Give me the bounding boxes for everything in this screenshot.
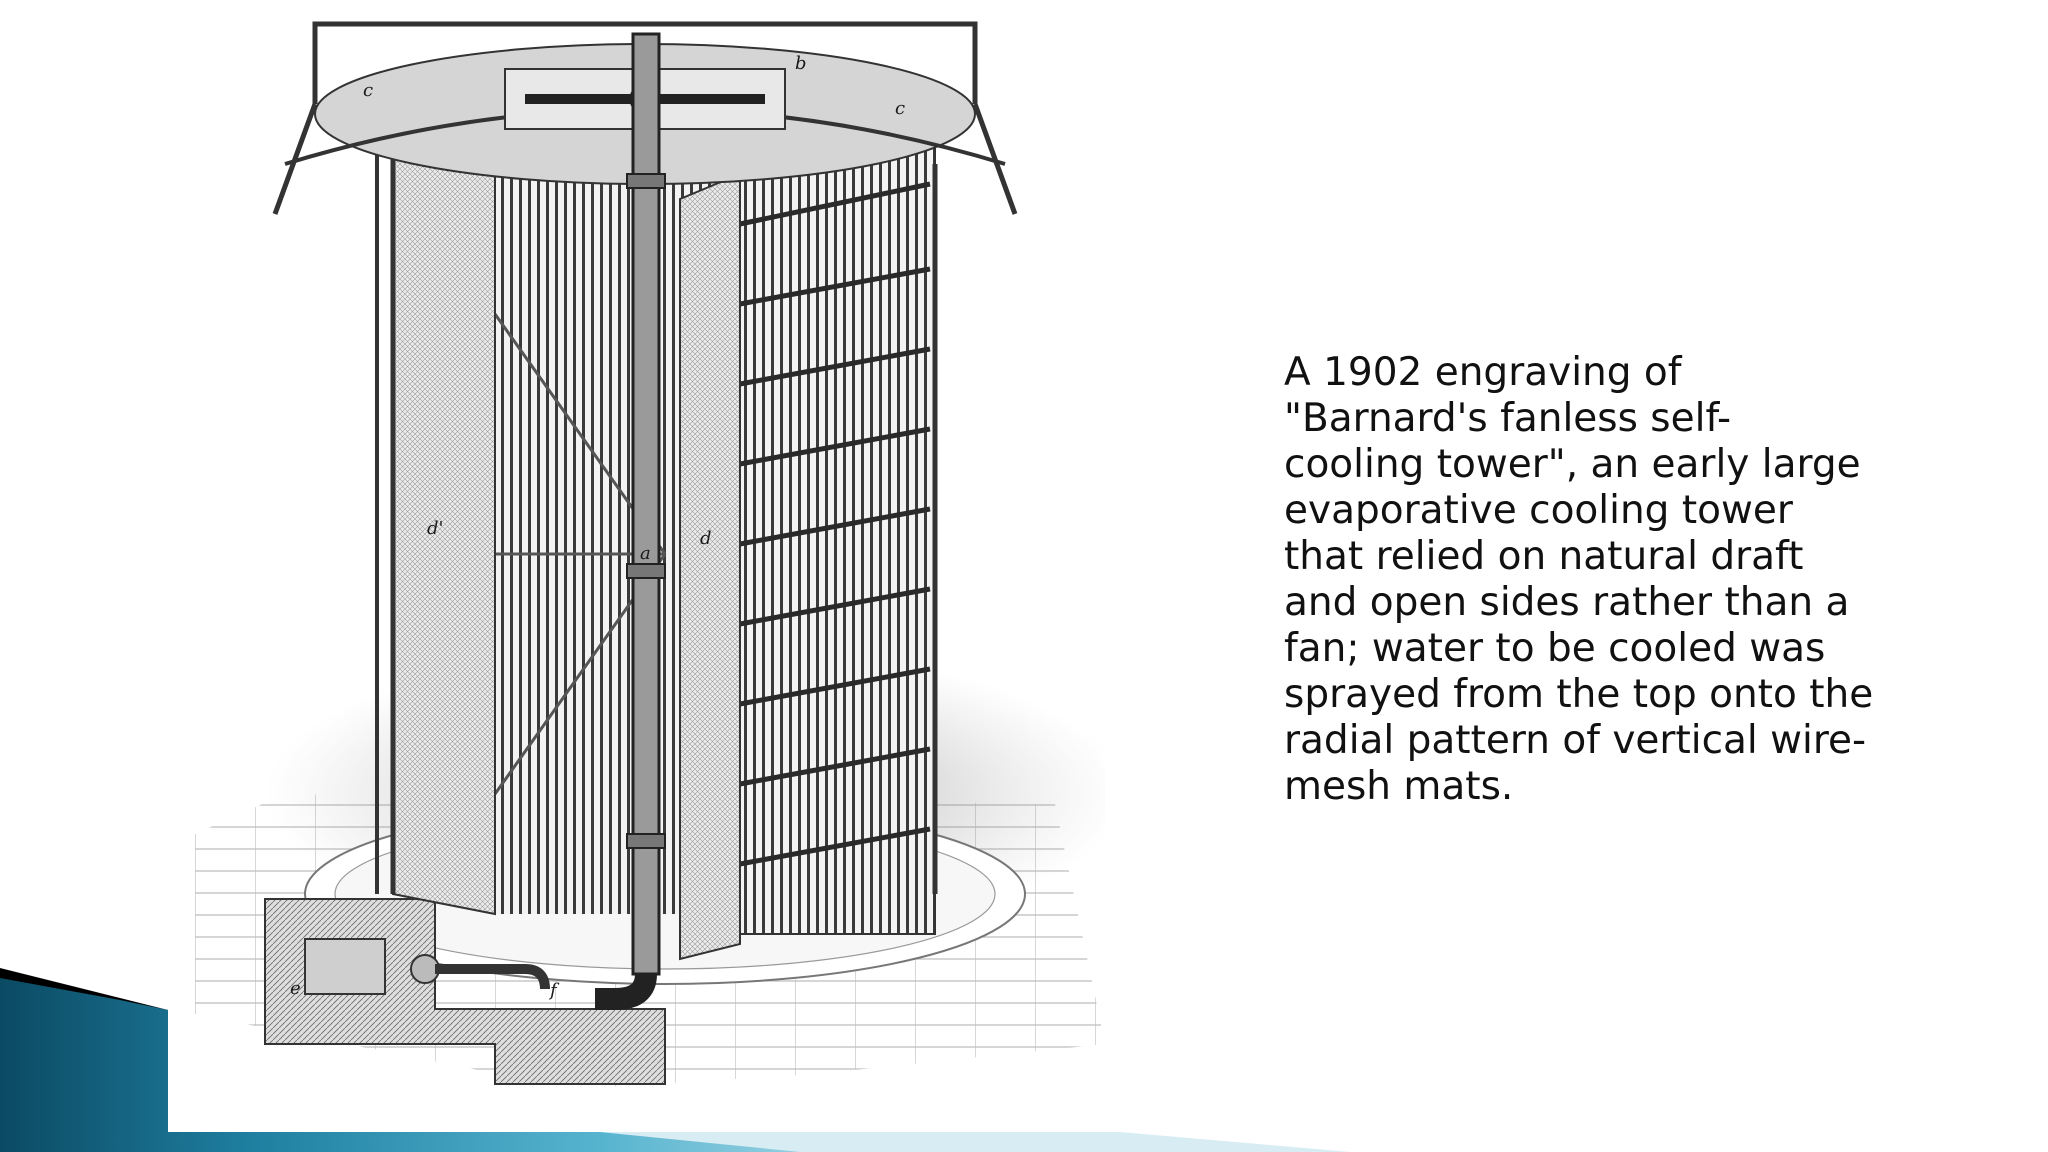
engraving-label-f: f [550,980,557,1001]
engraving-label-d-prime: d' [427,518,444,539]
cooling-tower-engraving [195,14,1105,1104]
engraving-label-b: b [795,53,807,74]
engraving-label-c-right: c [895,98,906,119]
engraving-label-a: a [640,543,651,564]
engraving-label-c-left: c [363,80,374,101]
engraving-label-d: d [700,528,712,549]
engraving-label-e: e [290,978,301,999]
image-caption: A 1902 engraving of "Barnard's fanless self- cooling tower", an early large evaporative cooling tower that relied on natural draft and open sides rather than a fan; water to be cooled was sprayed from the top onto the radial pattern of vertical wire- mesh mats. [1284,350,1874,809]
